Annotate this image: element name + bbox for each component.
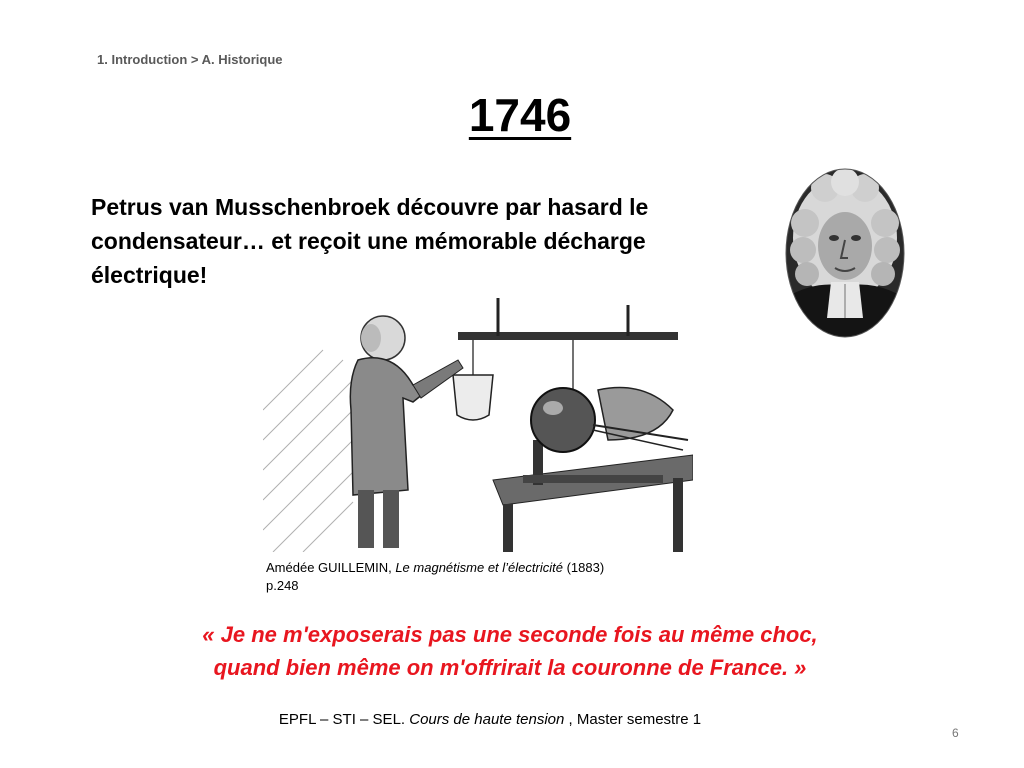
image-caption [266,559,706,595]
caption-work: Le magnétisme et l’électricité [395,560,563,575]
footer-prefix: EPFL – STI – SEL. [278,711,410,728]
footer-course: Cours de haute tension [409,711,565,728]
footer-suffix: , Master semestre 1 [564,711,702,728]
quote-line-1: « Je ne m'exposerais pas une seconde fois au même choc, [202,622,818,647]
quote-line-2: quand bien même on m'offrirait la couronne de France. » [213,655,807,680]
quote [150,618,870,684]
portrait-image [785,168,905,338]
caption-year: (1883) [562,560,605,575]
footer [0,711,980,728]
caption-author: Amédée GUILLEMIN, [266,560,396,575]
breadcrumb: 1. Introduction > A. Historique [97,52,283,67]
headline-text: Petrus van Musschenbroek découvre par hasard le condensateur… et reçoit une mémorable décharge électrique! [91,194,649,288]
caption-page: p.248 [266,578,299,593]
engraving-image [263,290,693,552]
slide-title: 1746 [468,89,572,141]
page-number: 6 [952,726,959,740]
